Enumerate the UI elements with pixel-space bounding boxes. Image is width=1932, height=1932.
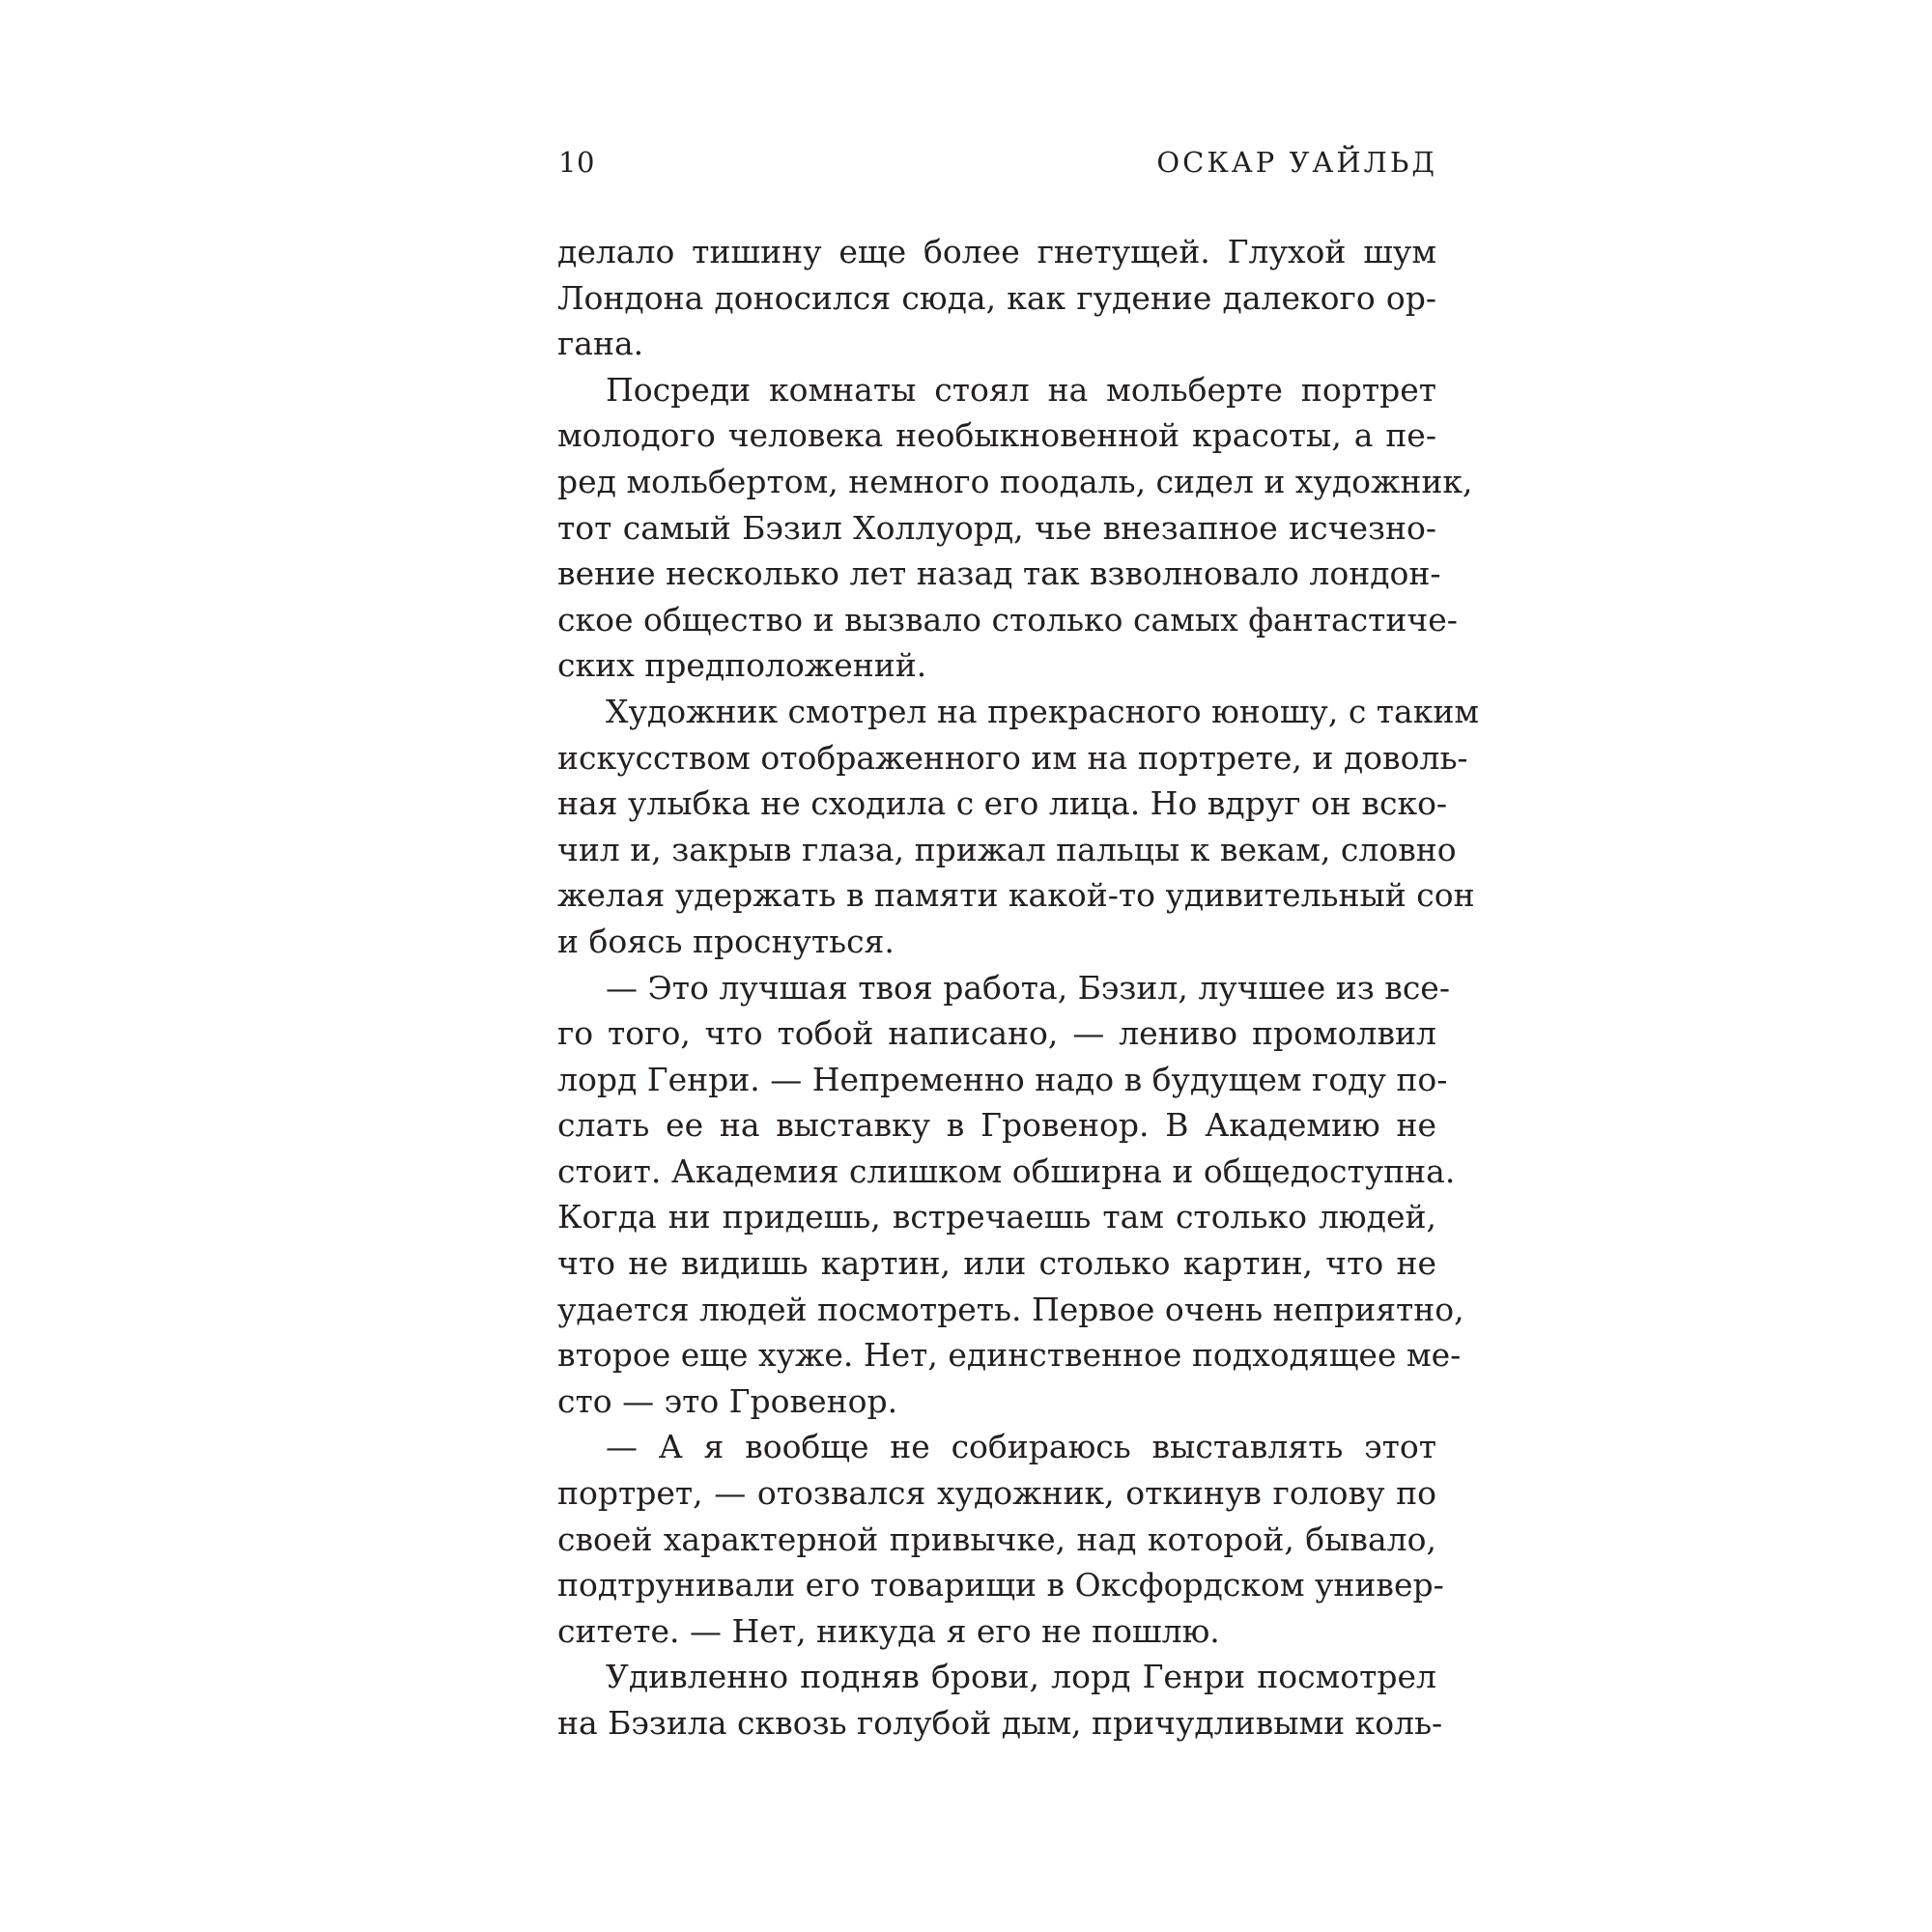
paragraph bbox=[557, 367, 1473, 689]
text-line: ная улыбка не сходила с его лица. Но вдруг он вско- bbox=[557, 784, 1448, 823]
text-line: своей характерной привычке, над которой, бывало, bbox=[557, 1520, 1436, 1558]
text-line: Удивленно подняв брови, лорд Генри посмотрел bbox=[606, 1658, 1436, 1696]
text-line: ских предположений. bbox=[557, 646, 927, 685]
text-line: второе еще хуже. Нет, единственное подходящее ме- bbox=[557, 1336, 1462, 1375]
text-line: что не видишь картин, или столько картин, что не bbox=[557, 1244, 1436, 1283]
text-line: сто — это Гровенор. bbox=[557, 1381, 898, 1420]
text-line: слать ее на выставку в Гровенор. В Академию не bbox=[557, 1106, 1436, 1145]
text-line: на Бэзила сквозь голубой дым, причудливыми коль- bbox=[557, 1704, 1443, 1742]
text-line: Художник смотрел на прекрасного юношу, с таким bbox=[606, 692, 1480, 730]
text-line: вение несколько лет назад так взволновало лондон- bbox=[557, 554, 1441, 593]
text-line: стоит. Академия слишком обширна и общедоступна. bbox=[557, 1151, 1456, 1190]
text-line: тот самый Бэзил Холлуорд, чье внезапное исчезно- bbox=[557, 508, 1436, 547]
text-line: — А я вообще не собираюсь выставлять этот bbox=[606, 1428, 1436, 1466]
text-line: го того, что тобой написано, — лениво промолвил bbox=[557, 1014, 1436, 1053]
text-line: ред мольбертом, немного поодаль, сидел и художник, bbox=[557, 462, 1473, 500]
text-line: молодого человека необыкновенной красоты, а пе- bbox=[557, 416, 1436, 455]
text-line: лорд Генри. — Непременно надо в будущем году по- bbox=[557, 1060, 1448, 1098]
paragraph bbox=[557, 965, 1464, 1425]
text-line: гана. bbox=[557, 325, 644, 363]
body-text bbox=[557, 229, 1480, 1747]
text-line: Лондона доносился сюда, как гудение далекого ор- bbox=[557, 278, 1436, 317]
text-line: Когда ни придешь, встречаешь там столько людей, bbox=[557, 1198, 1436, 1236]
page-number: 10 bbox=[558, 146, 595, 179]
text-line: искусством отображенного им на портрете, и доволь- bbox=[557, 738, 1468, 777]
paragraph bbox=[557, 1654, 1443, 1746]
text-line: — Это лучшая твоя работа, Бэзил, лучшее из все- bbox=[606, 968, 1450, 1007]
text-line: делало тишину еще более гнетущей. Глухой шум bbox=[557, 233, 1436, 270]
text-line: ситете. — Нет, никуда я его не пошлю. bbox=[557, 1611, 1220, 1650]
paragraph bbox=[557, 1424, 1444, 1654]
paragraph bbox=[557, 689, 1480, 965]
text-line: чил и, закрыв глаза, прижал пальцы к векам, словно bbox=[557, 830, 1457, 868]
text-line: портрет, — отозвался художник, откинув голову по bbox=[557, 1474, 1436, 1513]
text-line: подтрунивали его товарищи в Оксфордском универ- bbox=[557, 1566, 1444, 1605]
text-line: и боясь проснуться. bbox=[557, 922, 895, 960]
text-line: желая удержать в памяти какой-то удивительный сон bbox=[557, 876, 1475, 915]
text-line: Посреди комнаты стоял на мольберте портрет bbox=[606, 370, 1436, 409]
paragraph bbox=[557, 229, 1436, 367]
text-line: удается людей посмотреть. Первое очень неприятно, bbox=[557, 1290, 1464, 1328]
text-line: ское общество и вызвало столько самых фантастиче- bbox=[557, 600, 1458, 639]
running-head: ОСКАР УАЙЛЬД bbox=[1156, 146, 1437, 179]
